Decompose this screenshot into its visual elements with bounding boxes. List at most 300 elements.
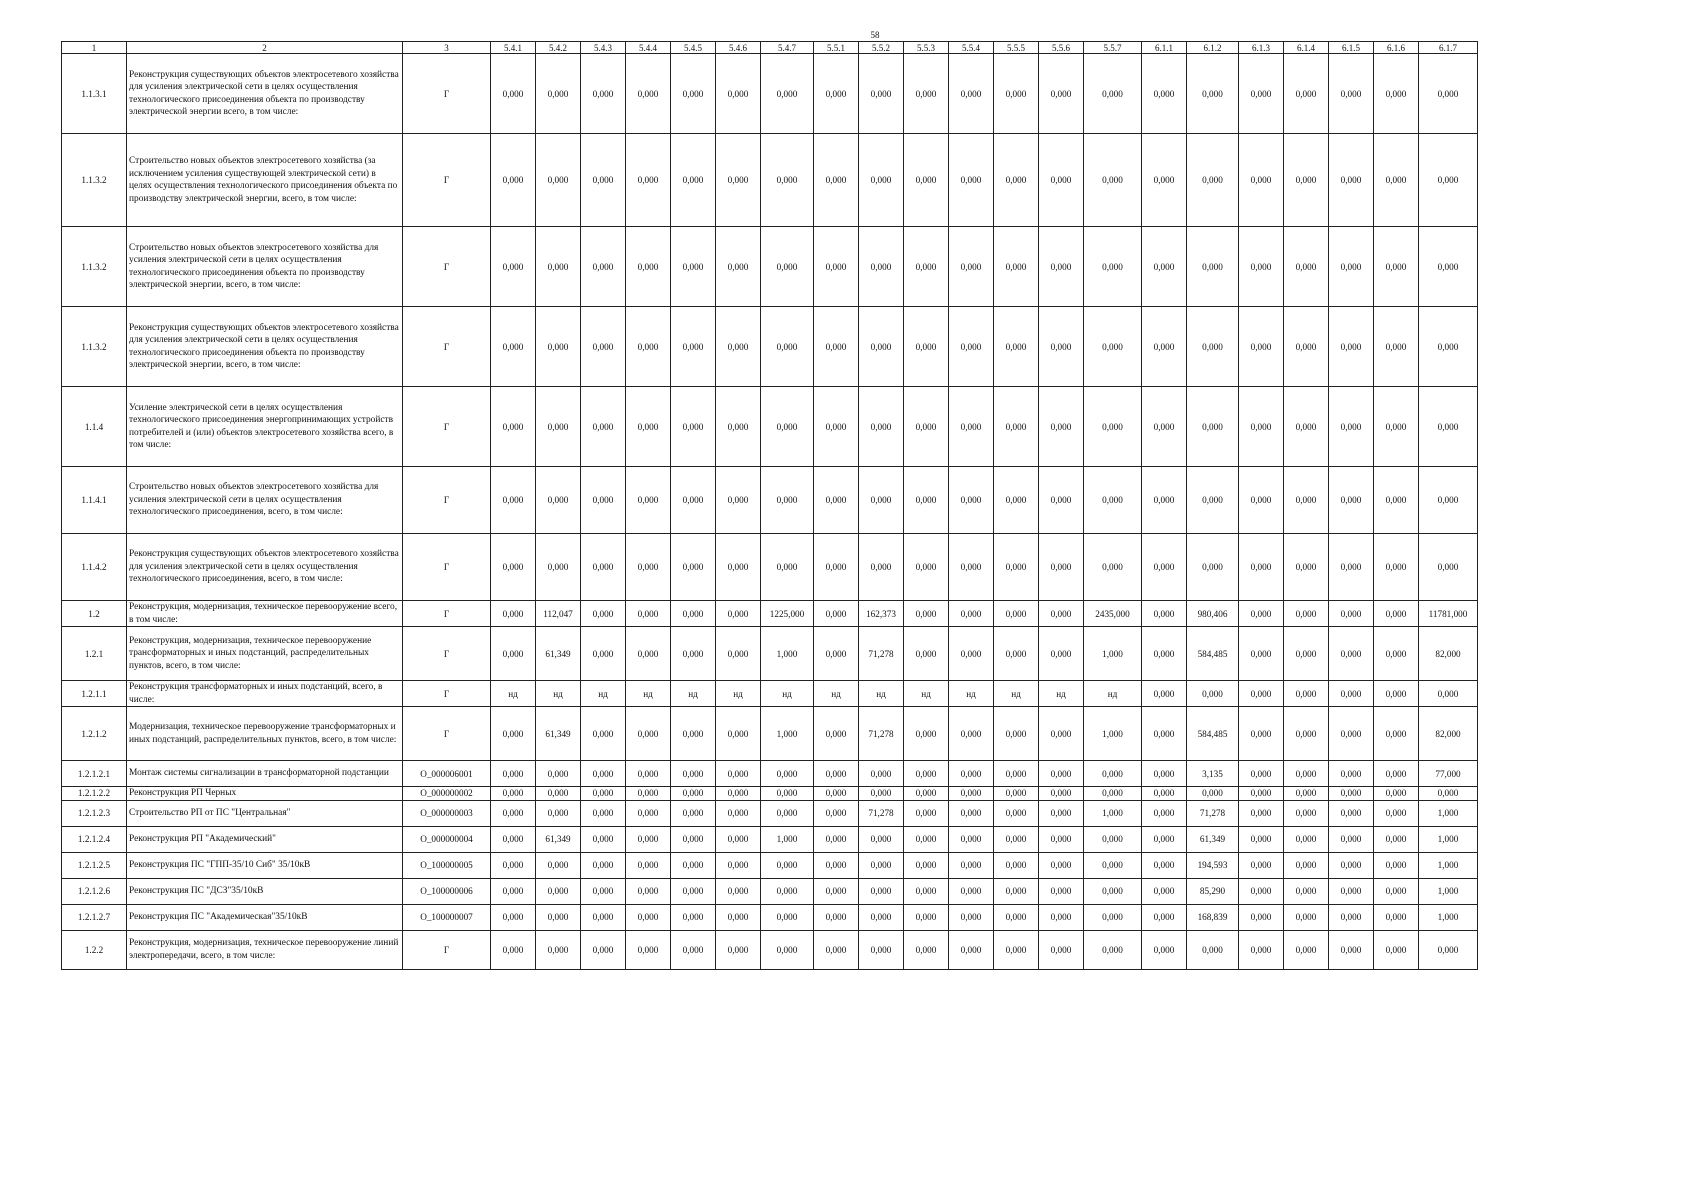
value-cell: 0,000 xyxy=(814,930,859,969)
value-cell: 0,000 xyxy=(949,826,994,852)
row-code-cell: O_000000004 xyxy=(403,826,491,852)
row-name-cell: Реконструкция, модернизация, техническое перевооружение всего, в том числе: xyxy=(127,601,403,627)
column-header: 6.1.6 xyxy=(1374,42,1419,54)
value-cell: 0,000 xyxy=(859,534,904,601)
row-name-cell: Монтаж системы сигнализации в трансформаторной подстанции xyxy=(127,761,403,787)
value-cell: 0,000 xyxy=(536,761,581,787)
value-cell: 0,000 xyxy=(536,904,581,930)
value-cell: 0,000 xyxy=(761,534,814,601)
value-cell: 0,000 xyxy=(904,761,949,787)
value-cell: 0,000 xyxy=(626,904,671,930)
value-cell: 0,000 xyxy=(994,134,1039,227)
value-cell: 0,000 xyxy=(994,387,1039,467)
value-cell: 0,000 xyxy=(671,878,716,904)
value-cell: нд xyxy=(626,681,671,707)
value-cell: 0,000 xyxy=(1329,930,1374,969)
value-cell: 0,000 xyxy=(761,761,814,787)
value-cell: 0,000 xyxy=(1187,787,1239,801)
row-id-cell: 1.2.1.2.3 xyxy=(62,800,127,826)
value-cell: 0,000 xyxy=(904,227,949,307)
table-row xyxy=(62,707,1478,761)
value-cell: 0,000 xyxy=(626,227,671,307)
value-cell: 0,000 xyxy=(994,467,1039,534)
row-code-cell: Г xyxy=(403,387,491,467)
table-row xyxy=(62,601,1478,627)
value-cell: 0,000 xyxy=(1142,904,1187,930)
value-cell: 0,000 xyxy=(1239,707,1284,761)
value-cell: 0,000 xyxy=(814,707,859,761)
value-cell: 0,000 xyxy=(1187,134,1239,227)
value-cell: 0,000 xyxy=(1374,930,1419,969)
value-cell: 0,000 xyxy=(1329,134,1374,227)
value-cell: 0,000 xyxy=(1419,54,1478,134)
value-cell: 0,000 xyxy=(1039,852,1084,878)
value-cell: 85,290 xyxy=(1187,878,1239,904)
row-id-cell: 1.2.2 xyxy=(62,930,127,969)
value-cell: 0,000 xyxy=(581,761,626,787)
value-cell: 0,000 xyxy=(859,467,904,534)
value-cell: 0,000 xyxy=(491,227,536,307)
row-code-cell: Г xyxy=(403,534,491,601)
row-id-cell: 1.1.3.2 xyxy=(62,227,127,307)
row-code-cell: Г xyxy=(403,627,491,681)
value-cell: 0,000 xyxy=(491,787,536,801)
value-cell: 0,000 xyxy=(1374,307,1419,387)
row-id-cell: 1.2.1.2 xyxy=(62,707,127,761)
value-cell: 0,000 xyxy=(994,930,1039,969)
value-cell: 0,000 xyxy=(1084,852,1142,878)
value-cell: 0,000 xyxy=(761,307,814,387)
value-cell: 0,000 xyxy=(859,852,904,878)
value-cell: 0,000 xyxy=(1142,707,1187,761)
value-cell: 1,000 xyxy=(1419,904,1478,930)
value-cell: 0,000 xyxy=(1187,387,1239,467)
column-header: 5.5.6 xyxy=(1039,42,1084,54)
value-cell: 0,000 xyxy=(581,601,626,627)
value-cell: 0,000 xyxy=(1039,878,1084,904)
value-cell: 1,000 xyxy=(1419,878,1478,904)
table-row xyxy=(62,878,1478,904)
value-cell: 0,000 xyxy=(1142,787,1187,801)
value-cell: 0,000 xyxy=(1419,787,1478,801)
value-cell: 0,000 xyxy=(761,878,814,904)
value-cell: 0,000 xyxy=(671,601,716,627)
value-cell: 0,000 xyxy=(1284,787,1329,801)
value-cell: 0,000 xyxy=(491,601,536,627)
value-cell: 0,000 xyxy=(1239,467,1284,534)
value-cell: 112,047 xyxy=(536,601,581,627)
value-cell: 0,000 xyxy=(949,904,994,930)
column-header: 5.5.3 xyxy=(904,42,949,54)
value-cell: нд xyxy=(814,681,859,707)
value-cell: нд xyxy=(859,681,904,707)
value-cell: 0,000 xyxy=(904,534,949,601)
value-cell: 0,000 xyxy=(581,134,626,227)
column-header: 5.5.1 xyxy=(814,42,859,54)
value-cell: 0,000 xyxy=(716,826,761,852)
row-code-cell: Г xyxy=(403,134,491,227)
value-cell: 0,000 xyxy=(949,627,994,681)
column-header: 3 xyxy=(403,42,491,54)
value-cell: 0,000 xyxy=(1374,467,1419,534)
value-cell: 0,000 xyxy=(671,134,716,227)
value-cell: 0,000 xyxy=(904,904,949,930)
value-cell: 0,000 xyxy=(536,878,581,904)
value-cell: 0,000 xyxy=(1284,627,1329,681)
value-cell: 0,000 xyxy=(859,134,904,227)
value-cell: 0,000 xyxy=(814,54,859,134)
row-name-cell: Реконструкция, модернизация, техническое перевооружение трансформаторных и иных подстанций, распределительных пунктов, всего, в том числе: xyxy=(127,627,403,681)
value-cell: 0,000 xyxy=(626,467,671,534)
value-cell: 0,000 xyxy=(536,227,581,307)
column-header: 6.1.2 xyxy=(1187,42,1239,54)
value-cell: 0,000 xyxy=(1239,227,1284,307)
value-cell: 0,000 xyxy=(716,387,761,467)
value-cell: 0,000 xyxy=(536,787,581,801)
column-header: 5.5.7 xyxy=(1084,42,1142,54)
value-cell: 0,000 xyxy=(1039,307,1084,387)
value-cell: 0,000 xyxy=(671,467,716,534)
value-cell: 0,000 xyxy=(859,878,904,904)
value-cell: 0,000 xyxy=(671,852,716,878)
row-code-cell: Г xyxy=(403,307,491,387)
value-cell: 0,000 xyxy=(1142,227,1187,307)
value-cell: 0,000 xyxy=(1239,930,1284,969)
value-cell: 0,000 xyxy=(1039,387,1084,467)
value-cell: 0,000 xyxy=(1329,761,1374,787)
value-cell: нд xyxy=(581,681,626,707)
column-header-row xyxy=(62,42,1478,54)
value-cell: 0,000 xyxy=(1142,627,1187,681)
column-header: 5.5.5 xyxy=(994,42,1039,54)
value-cell: 0,000 xyxy=(814,787,859,801)
row-code-cell: O_000000002 xyxy=(403,787,491,801)
value-cell: 0,000 xyxy=(491,852,536,878)
row-id-cell: 1.2.1.2.5 xyxy=(62,852,127,878)
value-cell: 0,000 xyxy=(491,467,536,534)
value-cell: 0,000 xyxy=(671,787,716,801)
value-cell: 0,000 xyxy=(1284,54,1329,134)
row-id-cell: 1.2.1.2.6 xyxy=(62,878,127,904)
table-row xyxy=(62,800,1478,826)
value-cell: 82,000 xyxy=(1419,707,1478,761)
value-cell: 11781,000 xyxy=(1419,601,1478,627)
value-cell: 0,000 xyxy=(1039,800,1084,826)
value-cell: 0,000 xyxy=(1419,134,1478,227)
value-cell: 0,000 xyxy=(536,467,581,534)
column-header: 6.1.4 xyxy=(1284,42,1329,54)
table-row xyxy=(62,387,1478,467)
value-cell: 0,000 xyxy=(1142,534,1187,601)
value-cell: 0,000 xyxy=(536,534,581,601)
value-cell: 0,000 xyxy=(761,852,814,878)
column-header: 5.5.4 xyxy=(949,42,994,54)
value-cell: 0,000 xyxy=(1239,800,1284,826)
value-cell: 0,000 xyxy=(949,534,994,601)
value-cell: 0,000 xyxy=(949,387,994,467)
value-cell: 0,000 xyxy=(716,800,761,826)
value-cell: 0,000 xyxy=(994,54,1039,134)
value-cell: 0,000 xyxy=(1239,681,1284,707)
value-cell: 0,000 xyxy=(716,707,761,761)
value-cell: 0,000 xyxy=(626,878,671,904)
value-cell: 0,000 xyxy=(814,826,859,852)
row-code-cell: Г xyxy=(403,467,491,534)
value-cell: 0,000 xyxy=(1039,534,1084,601)
value-cell: 0,000 xyxy=(1239,826,1284,852)
value-cell: 0,000 xyxy=(994,707,1039,761)
row-id-cell: 1.2.1.2.2 xyxy=(62,787,127,801)
value-cell: 0,000 xyxy=(859,307,904,387)
value-cell: нд xyxy=(491,681,536,707)
row-id-cell: 1.1.3.2 xyxy=(62,307,127,387)
value-cell: 0,000 xyxy=(1374,227,1419,307)
value-cell: 0,000 xyxy=(716,134,761,227)
value-cell: 0,000 xyxy=(626,134,671,227)
value-cell: 0,000 xyxy=(1142,681,1187,707)
value-cell: 0,000 xyxy=(1329,800,1374,826)
value-cell: 0,000 xyxy=(1329,54,1374,134)
value-cell: 0,000 xyxy=(994,761,1039,787)
row-id-cell: 1.2.1.2.1 xyxy=(62,761,127,787)
value-cell: 0,000 xyxy=(904,601,949,627)
value-cell: 0,000 xyxy=(859,826,904,852)
value-cell: 0,000 xyxy=(716,534,761,601)
value-cell: 71,278 xyxy=(859,627,904,681)
value-cell: 0,000 xyxy=(1329,787,1374,801)
value-cell: 584,485 xyxy=(1187,627,1239,681)
value-cell: 0,000 xyxy=(491,904,536,930)
value-cell: 0,000 xyxy=(1329,627,1374,681)
value-cell: нд xyxy=(716,681,761,707)
value-cell: 0,000 xyxy=(671,930,716,969)
value-cell: 0,000 xyxy=(949,787,994,801)
value-cell: 0,000 xyxy=(1374,681,1419,707)
value-cell: 0,000 xyxy=(716,227,761,307)
column-header: 6.1.7 xyxy=(1419,42,1478,54)
value-cell: 0,000 xyxy=(1284,707,1329,761)
row-code-cell: Г xyxy=(403,227,491,307)
value-cell: 0,000 xyxy=(761,467,814,534)
value-cell: 0,000 xyxy=(1187,534,1239,601)
table-row xyxy=(62,852,1478,878)
column-header: 1 xyxy=(62,42,127,54)
value-cell: 0,000 xyxy=(1374,852,1419,878)
value-cell: 0,000 xyxy=(1084,467,1142,534)
value-cell: 0,000 xyxy=(1142,467,1187,534)
value-cell: 0,000 xyxy=(1419,467,1478,534)
value-cell: 0,000 xyxy=(581,307,626,387)
value-cell: 0,000 xyxy=(1239,878,1284,904)
value-cell: 0,000 xyxy=(1187,467,1239,534)
value-cell: нд xyxy=(671,681,716,707)
table-row xyxy=(62,826,1478,852)
row-name-cell: Реконструкция ПС "Академическая"35/10кВ xyxy=(127,904,403,930)
value-cell: 0,000 xyxy=(671,800,716,826)
value-cell: 0,000 xyxy=(1142,307,1187,387)
value-cell: 0,000 xyxy=(1084,826,1142,852)
value-cell: 0,000 xyxy=(1187,54,1239,134)
value-cell: 0,000 xyxy=(949,601,994,627)
value-cell: 0,000 xyxy=(1084,387,1142,467)
value-cell: 980,406 xyxy=(1187,601,1239,627)
value-cell: 0,000 xyxy=(1329,601,1374,627)
value-cell: 0,000 xyxy=(1239,54,1284,134)
value-cell: 0,000 xyxy=(1084,878,1142,904)
value-cell: 0,000 xyxy=(994,534,1039,601)
value-cell: 0,000 xyxy=(1084,134,1142,227)
value-cell: 0,000 xyxy=(581,852,626,878)
value-cell: 1,000 xyxy=(1419,826,1478,852)
value-cell: 0,000 xyxy=(859,787,904,801)
value-cell: 0,000 xyxy=(814,627,859,681)
value-cell: 0,000 xyxy=(814,904,859,930)
value-cell: 0,000 xyxy=(1084,54,1142,134)
value-cell: 0,000 xyxy=(626,800,671,826)
column-header: 5.4.3 xyxy=(581,42,626,54)
row-name-cell: Строительство новых объектов электросетевого хозяйства (за исключением усиления существующей электрической сети) в целях осуществления технологического присоединения объекта по производству электрической энергии, всего, в том числе: xyxy=(127,134,403,227)
value-cell: 0,000 xyxy=(1329,227,1374,307)
value-cell: нд xyxy=(904,681,949,707)
value-cell: 0,000 xyxy=(671,387,716,467)
table-row xyxy=(62,761,1478,787)
value-cell: 0,000 xyxy=(1329,826,1374,852)
row-code-cell: O_100000006 xyxy=(403,878,491,904)
row-id-cell: 1.2.1.2.4 xyxy=(62,826,127,852)
value-cell: 0,000 xyxy=(581,800,626,826)
table-row xyxy=(62,930,1478,969)
value-cell: 0,000 xyxy=(1284,227,1329,307)
value-cell: 0,000 xyxy=(1284,930,1329,969)
value-cell: 0,000 xyxy=(1142,930,1187,969)
row-name-cell: Строительство новых объектов электросетевого хозяйства для усиления электрической сети в целях осуществления технологического присоединения объекта по производству электрической энергии, всего, в том числе: xyxy=(127,227,403,307)
table-row xyxy=(62,307,1478,387)
value-cell: 0,000 xyxy=(904,387,949,467)
value-cell: 3,135 xyxy=(1187,761,1239,787)
value-cell: 0,000 xyxy=(716,852,761,878)
value-cell: 0,000 xyxy=(1084,534,1142,601)
value-cell: 1,000 xyxy=(761,826,814,852)
value-cell: 0,000 xyxy=(581,787,626,801)
value-cell: 0,000 xyxy=(1239,601,1284,627)
value-cell: 0,000 xyxy=(1039,227,1084,307)
value-cell: 0,000 xyxy=(1142,852,1187,878)
row-code-cell: O_100000007 xyxy=(403,904,491,930)
value-cell: 0,000 xyxy=(1187,681,1239,707)
value-cell: 0,000 xyxy=(814,800,859,826)
value-cell: 0,000 xyxy=(949,878,994,904)
investment-table xyxy=(61,41,1478,970)
value-cell: 0,000 xyxy=(949,852,994,878)
row-id-cell: 1.2.1.2.7 xyxy=(62,904,127,930)
value-cell: 0,000 xyxy=(814,852,859,878)
value-cell: 0,000 xyxy=(994,904,1039,930)
value-cell: 0,000 xyxy=(581,54,626,134)
value-cell: 1,000 xyxy=(761,627,814,681)
table-row xyxy=(62,904,1478,930)
value-cell: 61,349 xyxy=(1187,826,1239,852)
value-cell: 0,000 xyxy=(671,54,716,134)
value-cell: 0,000 xyxy=(1039,930,1084,969)
row-code-cell: Г xyxy=(403,707,491,761)
column-header: 5.4.5 xyxy=(671,42,716,54)
value-cell: 0,000 xyxy=(626,761,671,787)
value-cell: 0,000 xyxy=(1084,307,1142,387)
value-cell: 0,000 xyxy=(1239,787,1284,801)
value-cell: 0,000 xyxy=(994,601,1039,627)
value-cell: 0,000 xyxy=(904,852,949,878)
value-cell: 0,000 xyxy=(1039,134,1084,227)
value-cell: 0,000 xyxy=(1239,761,1284,787)
row-code-cell: Г xyxy=(403,681,491,707)
value-cell: 0,000 xyxy=(491,627,536,681)
value-cell: 0,000 xyxy=(949,134,994,227)
value-cell: 61,349 xyxy=(536,707,581,761)
value-cell: 0,000 xyxy=(671,227,716,307)
value-cell: 0,000 xyxy=(491,761,536,787)
value-cell: 0,000 xyxy=(994,852,1039,878)
value-cell: 0,000 xyxy=(1329,387,1374,467)
value-cell: 0,000 xyxy=(949,54,994,134)
value-cell: 0,000 xyxy=(904,787,949,801)
value-cell: 0,000 xyxy=(581,930,626,969)
value-cell: 0,000 xyxy=(994,627,1039,681)
value-cell: 162,373 xyxy=(859,601,904,627)
value-cell: 0,000 xyxy=(1142,601,1187,627)
value-cell: 0,000 xyxy=(1187,227,1239,307)
value-cell: 194,593 xyxy=(1187,852,1239,878)
table-row xyxy=(62,134,1478,227)
value-cell: 71,278 xyxy=(859,707,904,761)
value-cell: 0,000 xyxy=(814,387,859,467)
value-cell: 0,000 xyxy=(716,54,761,134)
table-row xyxy=(62,534,1478,601)
value-cell: 0,000 xyxy=(671,761,716,787)
value-cell: 0,000 xyxy=(1329,307,1374,387)
column-header: 5.4.2 xyxy=(536,42,581,54)
value-cell: 0,000 xyxy=(904,307,949,387)
value-cell: 1,000 xyxy=(1419,852,1478,878)
value-cell: 0,000 xyxy=(1039,787,1084,801)
row-id-cell: 1.2 xyxy=(62,601,127,627)
value-cell: 0,000 xyxy=(1039,627,1084,681)
table-row xyxy=(62,787,1478,801)
value-cell: 0,000 xyxy=(1284,826,1329,852)
value-cell: 0,000 xyxy=(581,534,626,601)
value-cell: 61,349 xyxy=(536,826,581,852)
row-name-cell: Реконструкция ПС "ДСЗ"35/10кВ xyxy=(127,878,403,904)
value-cell: 0,000 xyxy=(814,878,859,904)
value-cell: 0,000 xyxy=(1239,904,1284,930)
value-cell: 0,000 xyxy=(949,307,994,387)
value-cell: 0,000 xyxy=(581,707,626,761)
value-cell: 0,000 xyxy=(859,387,904,467)
value-cell: 0,000 xyxy=(859,761,904,787)
value-cell: 0,000 xyxy=(1374,387,1419,467)
row-name-cell: Реконструкция, модернизация, техническое перевооружение линий электропередачи, всего, в том числе: xyxy=(127,930,403,969)
value-cell: 0,000 xyxy=(1329,534,1374,601)
value-cell: нд xyxy=(949,681,994,707)
value-cell: 0,000 xyxy=(1039,601,1084,627)
value-cell: 0,000 xyxy=(581,826,626,852)
value-cell: нд xyxy=(1039,681,1084,707)
value-cell: 0,000 xyxy=(994,826,1039,852)
row-name-cell: Модернизация, техническое перевооружение трансформаторных и иных подстанций, распределительных пунктов, всего, в том числе: xyxy=(127,707,403,761)
value-cell: 0,000 xyxy=(1329,707,1374,761)
value-cell: 0,000 xyxy=(1284,878,1329,904)
value-cell: 0,000 xyxy=(1419,387,1478,467)
value-cell: 0,000 xyxy=(761,787,814,801)
